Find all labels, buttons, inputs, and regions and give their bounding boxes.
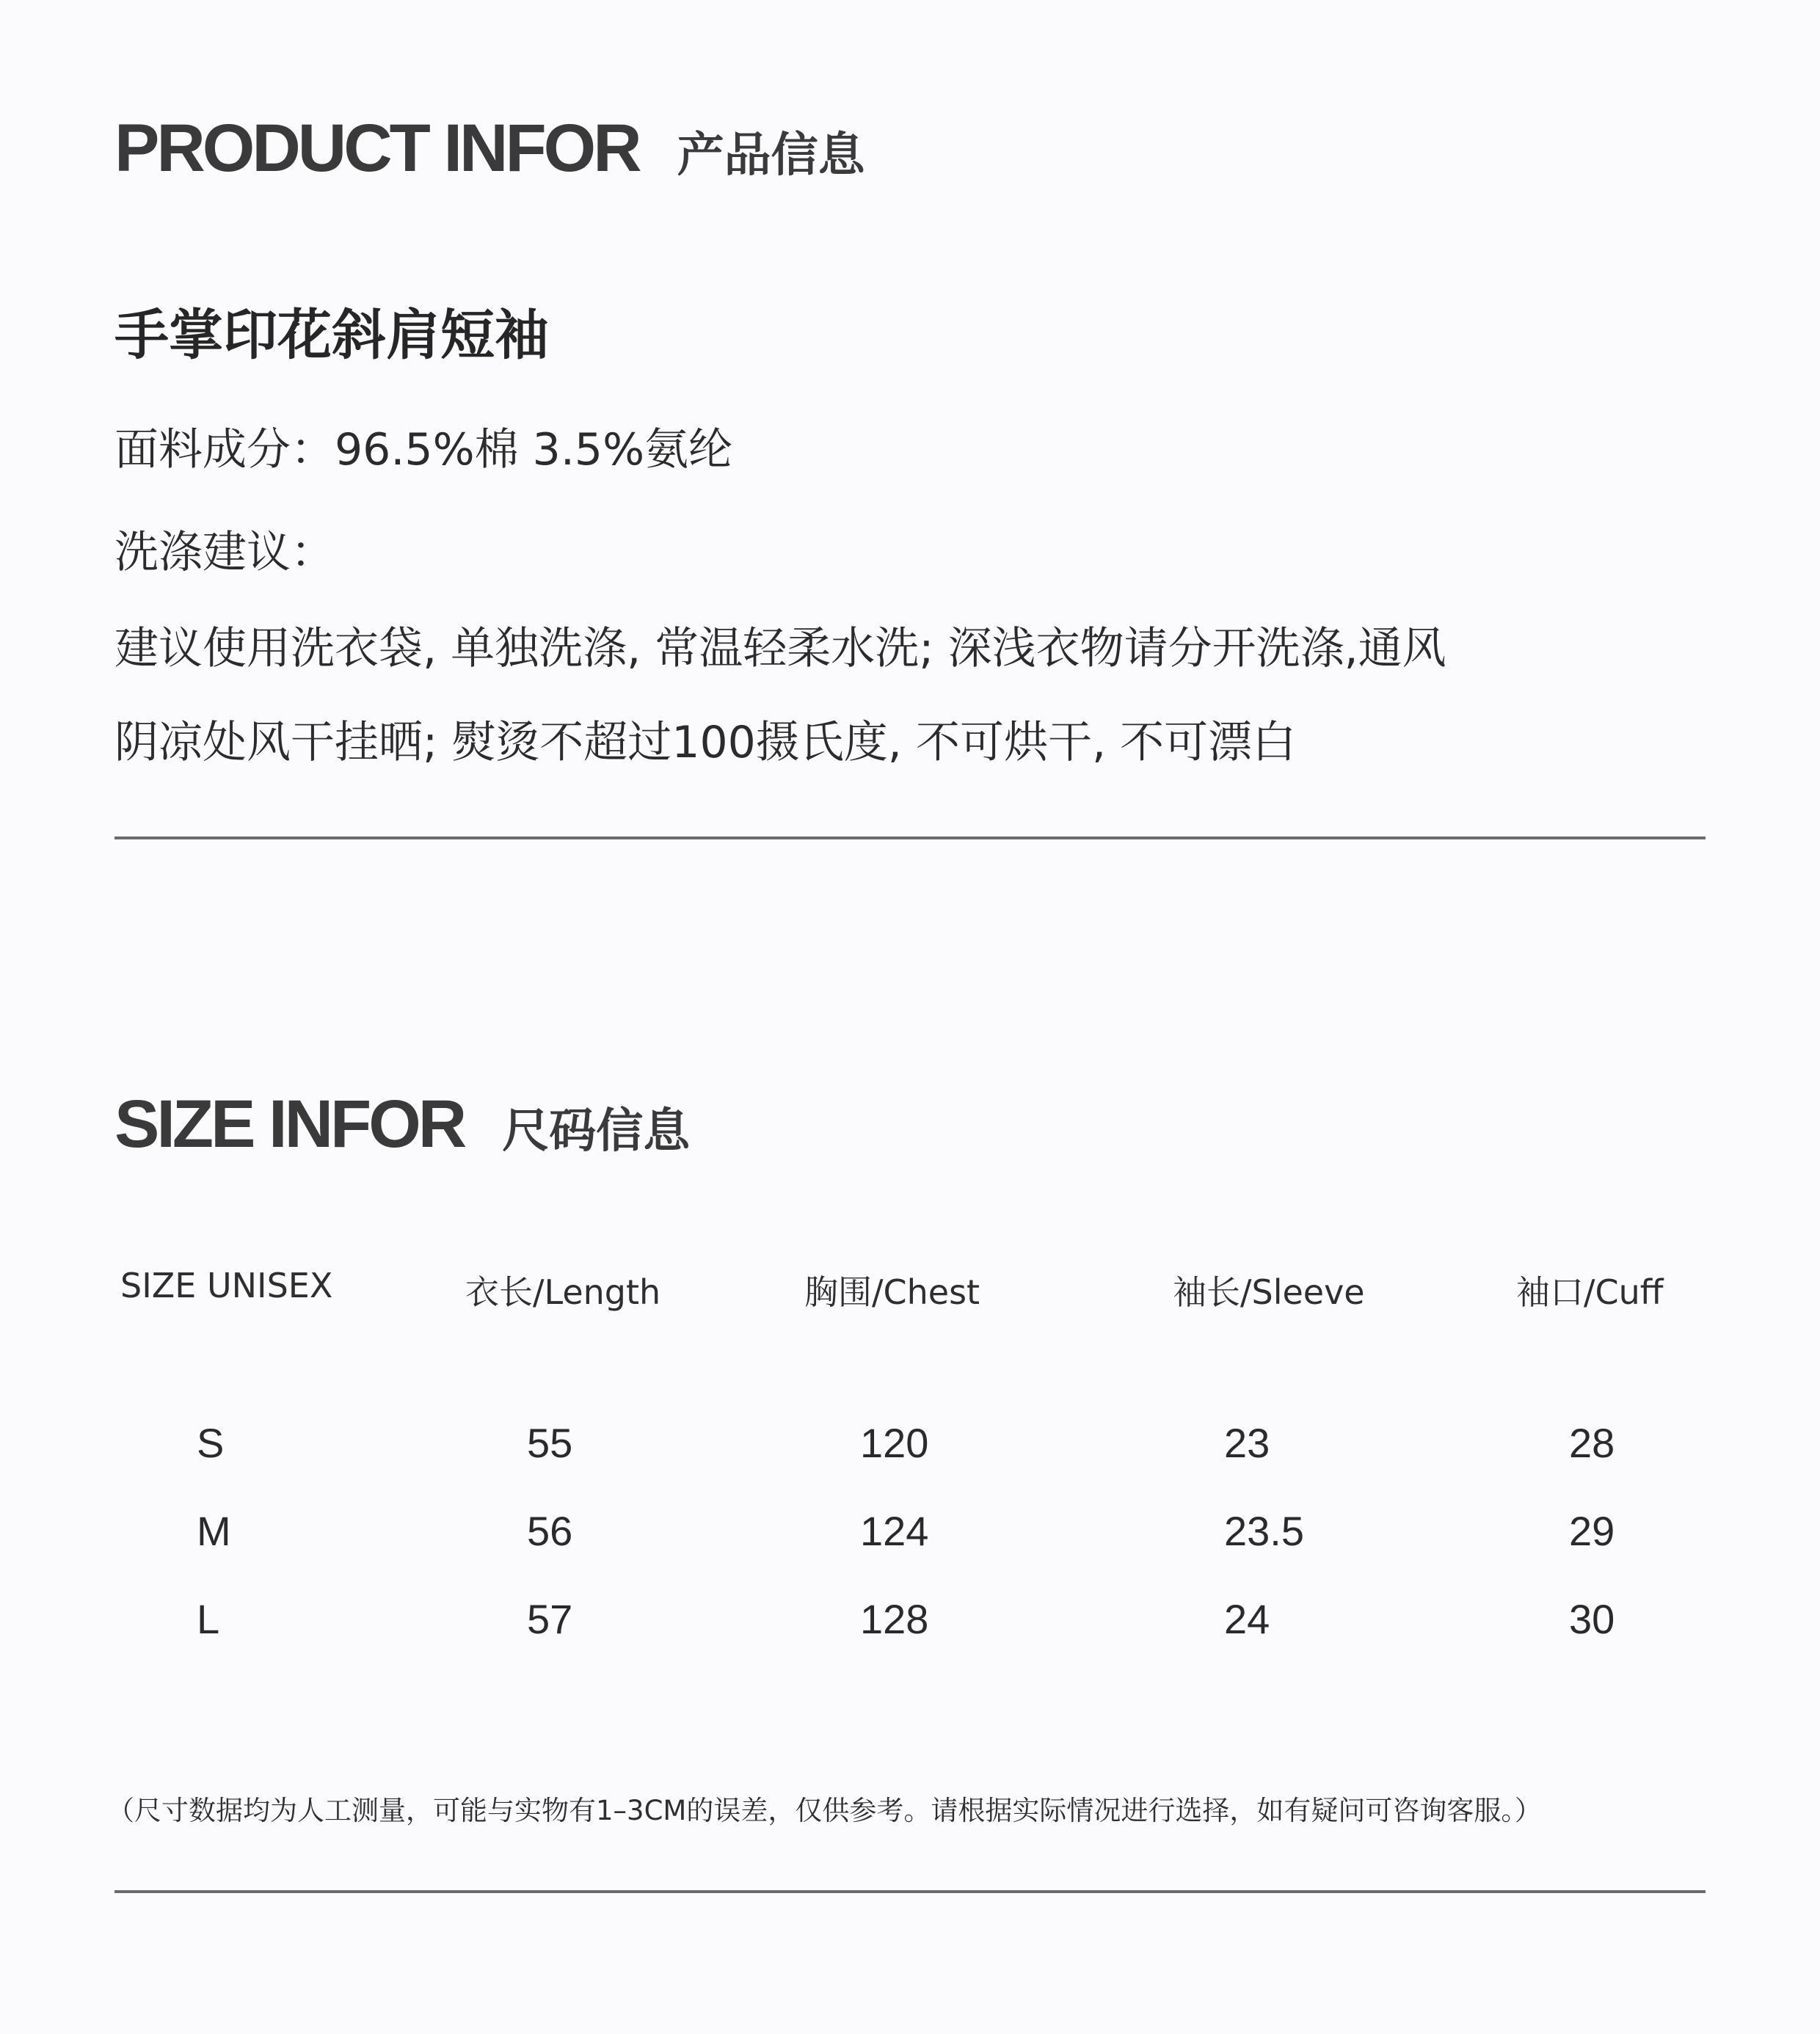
product-heading-en: PRODUCT INFOR (114, 111, 639, 186)
cell-length: 56 (527, 1508, 573, 1554)
product-heading-zh: 产品信息 (677, 128, 865, 183)
cell-size: L (197, 1596, 220, 1642)
cell-cuff: 28 (1569, 1420, 1615, 1466)
wash-instructions-line-1: 建议使用洗衣袋, 单独洗涤, 常温轻柔水洗; 深浅衣物请分开洗涤,通风 (114, 623, 1446, 674)
product-divider (114, 836, 1706, 839)
cell-chest: 120 (860, 1420, 929, 1466)
cell-chest: 128 (860, 1596, 929, 1642)
cell-length: 55 (527, 1420, 573, 1466)
wash-instructions-line-2: 阴凉处风干挂晒; 熨烫不超过100摄氏度, 不可烘干, 不可漂白 (114, 717, 1297, 768)
col-header-size: SIZE UNISEX (120, 1266, 333, 1305)
size-heading-en: SIZE INFOR (114, 1087, 465, 1162)
cell-sleeve: 24 (1224, 1596, 1270, 1642)
cell-chest: 124 (860, 1508, 929, 1554)
product-info-heading (114, 110, 865, 187)
cell-size: M (197, 1508, 231, 1554)
size-divider (114, 1890, 1706, 1893)
cell-cuff: 30 (1569, 1596, 1615, 1642)
cell-length: 57 (527, 1596, 573, 1642)
col-header-sleeve: 袖长/Sleeve (1173, 1272, 1365, 1312)
col-header-chest: 胸围/Chest (804, 1272, 980, 1312)
col-header-length: 衣长/Length (465, 1272, 661, 1312)
product-title: 手掌印花斜肩短袖 (114, 304, 549, 367)
cell-cuff: 29 (1569, 1508, 1615, 1554)
col-header-cuff: 袖口/Cuff (1516, 1272, 1664, 1312)
cell-size: S (197, 1420, 225, 1466)
cell-sleeve: 23 (1224, 1420, 1270, 1466)
measurement-note: （尺寸数据均为人工测量，可能与实物有1–3CM的误差，仅供参考。请根据实际情况进行选择，如有疑问可咨询客服。） (107, 1795, 1542, 1826)
fabric-composition: 面料成分：96.5%棉 3.5%氨纶 (114, 424, 733, 475)
wash-label: 洗涤建议： (114, 527, 335, 578)
size-info-heading (114, 1086, 690, 1163)
cell-sleeve: 23.5 (1224, 1508, 1304, 1554)
size-heading-zh: 尺码信息 (502, 1104, 691, 1159)
